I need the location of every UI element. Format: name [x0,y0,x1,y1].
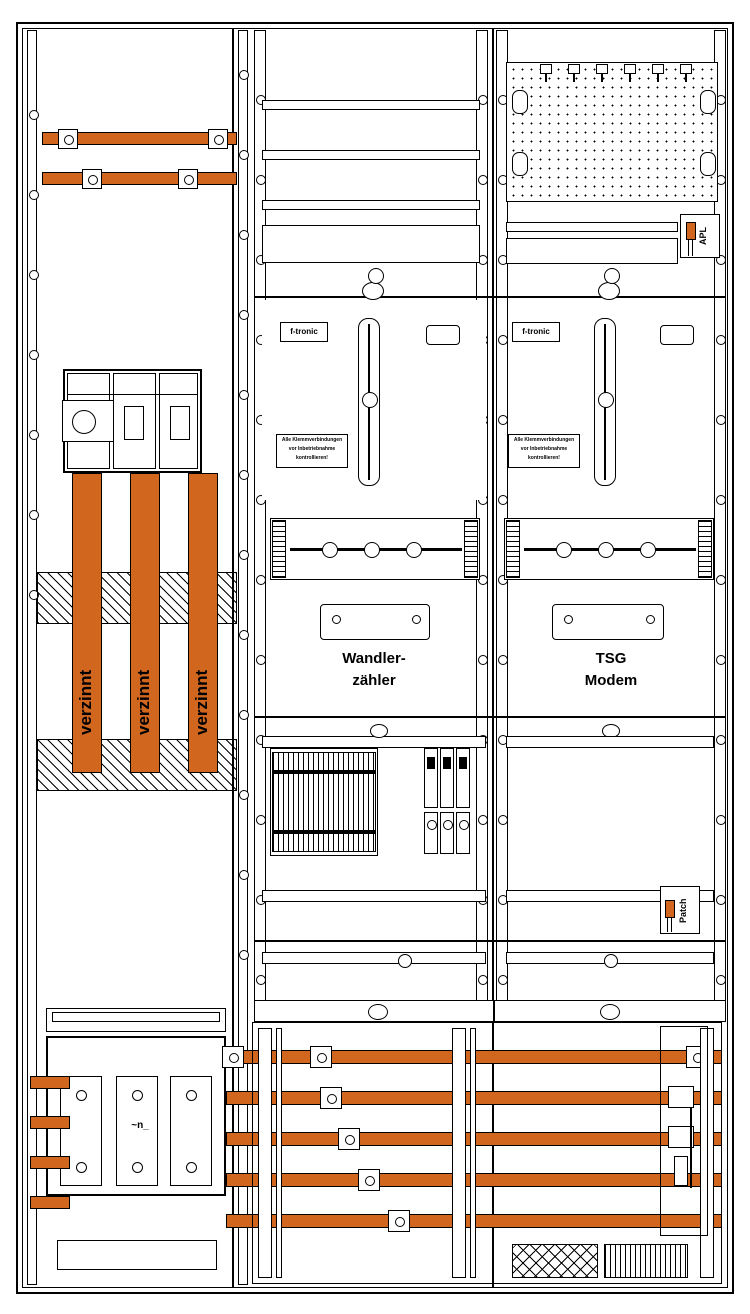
main-switch-handle-hub[interactable] [72,410,96,434]
terminal-comb-teeth [272,752,376,852]
rail-hole [29,350,39,360]
right-section-divider-3 [494,940,726,942]
mcb-lower-2[interactable] [440,812,454,854]
tsg-field-title-line1: TSG [595,650,627,667]
mid-top-crossbar-2 [262,150,480,160]
ct-screw[interactable] [322,542,338,558]
rail-hole [716,575,726,585]
meter-plug-cutout [426,325,460,345]
clamp-screw [229,1053,239,1063]
nh-slot-screw [186,1162,197,1173]
ct-comb-left [272,520,286,578]
patch-terminal [665,900,675,918]
nameplate-screw [412,615,421,624]
din-rail-right [506,736,714,748]
tsg-slot-screw[interactable] [598,392,614,408]
copper-stub-left-4 [30,1196,70,1209]
mid-top-panel [262,225,480,263]
mid-section-divider-2 [254,716,494,718]
perf-plate-cable-clip-1[interactable] [540,64,552,74]
perf-plate-cable-clip-2[interactable] [568,64,580,74]
right-top-panel [506,238,678,264]
busbar-label-2: verzinnt [134,669,153,735]
warning-text-left-1: Alle Klemmverbindungen [281,437,343,443]
connector-block-1[interactable] [668,1086,694,1108]
ct-screw[interactable] [556,542,572,558]
perf-plate-slot-2 [512,152,528,176]
nh-slot-screw [186,1090,197,1101]
rail-hole [239,310,249,320]
clamp-screw [88,175,98,185]
rail-hole [716,335,726,345]
perf-plate-clip-stem-3 [601,74,603,82]
right-top-knob-2[interactable] [604,268,620,284]
main-switch-window-2 [124,406,144,440]
perforated-mounting-plate [506,62,718,202]
rail-hole [498,415,508,425]
bottom-plate-cross [512,1244,598,1278]
warning-text-left-3: kontrollieren! [296,455,328,461]
meter-field-title-line1: Wandler- [342,650,406,667]
nameplate-screw [564,615,573,624]
clamp-screw [184,175,194,185]
right-cover-knob[interactable] [600,1004,620,1020]
nameplate-screw [332,615,341,624]
ct-comb-left-r [506,520,520,578]
rail-hole [498,815,508,825]
ct-screw[interactable] [406,542,422,558]
rail-hole [716,815,726,825]
warning-text-right-3: kontrollieren! [528,455,560,461]
right-top-crossbar [506,222,678,232]
rail-hole [498,495,508,505]
perf-plate-cable-clip-3[interactable] [596,64,608,74]
rail-hole [239,150,249,160]
patch-label: Patch [678,898,688,924]
perf-plate-cable-clip-5[interactable] [652,64,664,74]
clamp-screw [64,135,74,145]
apl-label: APL [698,227,708,245]
rail-hole [478,175,488,185]
nh-marker-label: ~n_ [131,1120,149,1131]
mcb-lower-3[interactable] [456,812,470,854]
rail-hole [256,575,266,585]
copper-stub-left-3 [30,1156,70,1169]
rail-hole [239,790,249,800]
mcb-lower-screw-2 [443,820,453,830]
rail-hole [716,495,726,505]
rail-hole [29,270,39,280]
ct-screw[interactable] [364,542,380,558]
copper-stub-left-1 [30,1076,70,1089]
ct-screw[interactable] [640,542,656,558]
main-switch-window-3 [170,406,190,440]
rail-hole [256,175,266,185]
mcb-toggle-3[interactable] [459,757,467,769]
connector-terminal [674,1156,688,1186]
ct-screw[interactable] [598,542,614,558]
perf-plate-clip-stem-5 [657,74,659,82]
busbar-label-3: verzinnt [192,669,211,735]
meter-slot-screw[interactable] [362,392,378,408]
meter-field-title-line2: zähler [352,672,396,689]
apl-terminal [686,222,696,240]
perf-plate-cable-clip-6[interactable] [680,64,692,74]
rail-hole [29,510,39,520]
ct-comb-right [464,520,478,578]
brand-label-right: f-tronic [522,327,550,336]
warning-text-left-2: vor Inbetriebnahme [288,446,336,452]
rail-hole [716,895,726,905]
right-section-divider-2 [494,716,726,718]
mcb-lower-screw-1 [427,820,437,830]
rail-hole [478,975,488,985]
mid-cover-knob[interactable] [368,1004,388,1020]
right-top-knob[interactable] [598,282,620,300]
perf-plate-slot-3 [700,90,716,114]
rail-hole [239,950,249,960]
mid-lower-crossbar [262,952,486,964]
apl-lead-1 [688,240,689,256]
nh-slot-screw [76,1162,87,1173]
warning-text-right-1: Alle Klemmverbindungen [513,437,575,443]
terminal-comb-bar-2 [272,830,376,834]
warning-text-right-2: vor Inbetriebnahme [520,446,568,452]
busbar-label-1: verzinnt [76,669,95,735]
rail-hole [716,415,726,425]
patch-lead-1 [667,918,668,932]
rail-hole [239,870,249,880]
perf-plate-clip-stem-2 [573,74,575,82]
perf-plate-cable-clip-4[interactable] [624,64,636,74]
copper-busbar-top-2 [42,172,237,185]
mcb-toggle-1[interactable] [427,757,435,769]
rail-hole [498,335,508,345]
tsg-field-title-line2: Modem [584,672,638,689]
rail-hole [239,390,249,400]
mid-top-knob[interactable] [362,282,384,300]
nh-fuse-mounting-plate-inner [52,1012,220,1022]
mcb-toggle-2[interactable] [443,757,451,769]
ct-comb-right-r [698,520,712,578]
rail-hole [256,975,266,985]
nh-slot-screw [132,1162,143,1173]
brand-label-left: f-tronic [290,327,318,336]
perf-plate-clip-stem-1 [545,74,547,82]
rail-hole [239,630,249,640]
rail-hole [256,815,266,825]
rail-hole [239,710,249,720]
terminal-comb-bar [272,770,376,774]
din-rail-mid [262,736,486,748]
din-rail-mid-2 [262,890,486,902]
nh-fuse-base-plate [57,1240,217,1270]
rail-hole [29,110,39,120]
nh-slot-screw [132,1090,143,1101]
mid-top-knob-2[interactable] [368,268,384,284]
rail-hole [239,550,249,560]
rail-hole [716,975,726,985]
perf-plate-clip-stem-4 [629,74,631,82]
rail-hole [478,815,488,825]
rail-hole [498,975,508,985]
left-field-rail-left [27,30,37,1285]
main-switch-top-slot [67,373,198,395]
tsg-plug-cutout [660,325,694,345]
mid-section-divider-3 [254,940,494,942]
perf-plate-clip-stem-6 [685,74,687,82]
rail-hole [716,735,726,745]
rail-hole [239,470,249,480]
connector-lead [690,1108,692,1188]
mid-lower-hole [398,954,412,968]
mid-section-knob[interactable] [370,724,388,738]
rail-hole [239,230,249,240]
apl-lead-2 [692,240,693,256]
mcb-lower-screw-3 [459,820,469,830]
rail-hole [29,430,39,440]
clamp-screw [214,135,224,145]
perf-plate-slot-4 [700,152,716,176]
perf-plate-slot-1 [512,90,528,114]
rail-hole [29,190,39,200]
mcb-lower-1[interactable] [424,812,438,854]
right-lower-hole [604,954,618,968]
nameplate-screw [646,615,655,624]
rail-hole [239,70,249,80]
bottom-terminal-strip[interactable] [604,1244,688,1278]
mid-top-crossbar-3 [262,200,480,210]
nh-slot-screw [76,1090,87,1101]
copper-stub-left-2 [30,1116,70,1129]
mid-top-crossbar-1 [262,100,480,110]
patch-lead-2 [671,918,672,932]
